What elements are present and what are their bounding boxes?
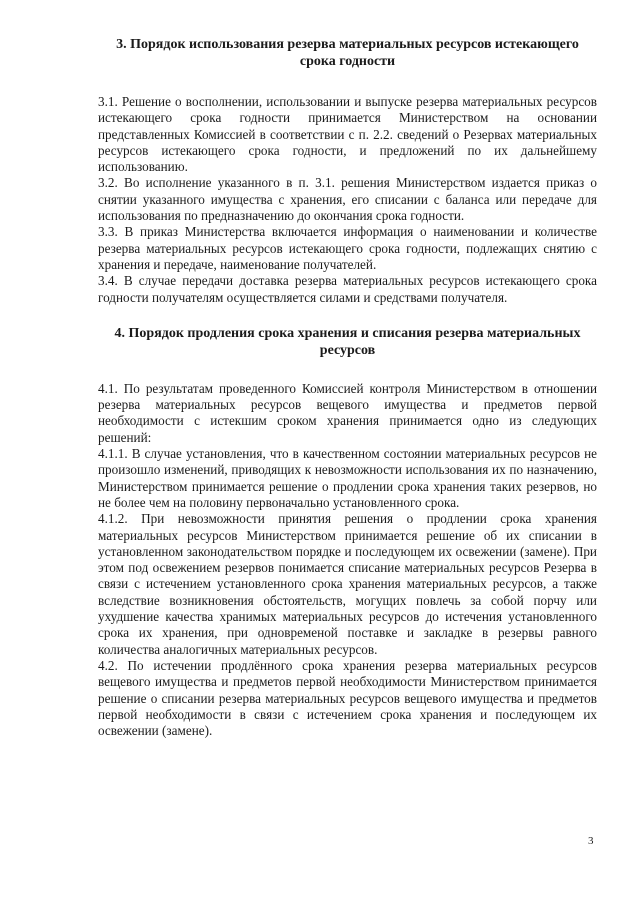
paragraph-3-2: 3.2. Во исполнение указанного в п. 3.1. решения Министерством издается приказ о снятии указанного имущества с хранения, его списании с баланса или передаче для использования по предназначению до окончания срока годности. bbox=[98, 175, 597, 224]
section-3-heading: 3. Порядок использования резерва материальных ресурсов истекающего срока годности bbox=[116, 37, 579, 69]
page-content bbox=[98, 36, 597, 739]
paragraph-4-2: 4.2. По истечении продлённого срока хранения резерва материальных ресурсов вещевого имущества и предметов первой необходимости Министерством принимается решение о списании резерва материальных ресурсов вещевого имущества и предметов первой необходимости в связи с истечением срока хранения и последующем их освежении (замене). bbox=[98, 657, 597, 739]
paragraph-4-1-2: 4.1.2. При невозможности принятия решения о продлении срока хранения материальных ресурсов Министерством принимается решение об их списании в установленном законодательством порядке и последующем их освежении (замене). При этом под освежением резервов понимается списание материальных ресурсов Резерва в связи с истечением установленного срока хранения материальных ресурсов, а также вследствие возникновения обстоятельств, могущих повлечь за собой порчу или ухудшение качества хранимых материальных ресурсов до истечения установленного срока их хранения, при одновременой поставке и закладке в резервы равного количества аналогичных материальных ресурсов. bbox=[98, 511, 597, 657]
section-4-heading: 4. Порядок продления срока хранения и списания резерва материальных ресурсов bbox=[114, 325, 581, 358]
paragraph-3-1: 3.1. Решение о восполнении, использовании и выпуске резерва материальных ресурсов истекающего срока годности принимается Министерством на основании представленных Комиссией в соответствии с п. 2.2. сведений о Резервах материальных ресурсов истекающего срока годности, и предложений по их дальнейшему использованию. bbox=[98, 94, 597, 175]
paragraph-4-1: 4.1. По результатам проведенного Комиссией контроля Министерством в отношении резерва материальных ресурсов вещевого имущества и предметов первой необходимости с истекшим сроком хранения принимается одно из следующих решений: bbox=[98, 380, 597, 445]
paragraph-3-4: 3.4. В случае передачи доставка резерва материальных ресурсов истекающего срока годности получателям осуществляется силами и средствами получателя. bbox=[98, 273, 597, 305]
paragraph-4-1-1: 4.1.1. В случае установления, что в качественном состоянии материальных ресурсов не произошло изменений, приводящих к невозможности использования их по назначению, Министерством принимается решение о продлении срока хранения таких резервов, но не более чем на половину первоначально установленного срока. bbox=[98, 446, 597, 510]
paragraph-3-3: 3.3. В приказ Министерства включается информация о наименовании и количестве резерва материальных ресурсов истекающего срока годности, подлежащих снятию с хранения и передаче, наименование получателей. bbox=[98, 224, 597, 272]
page-number: 3 bbox=[588, 835, 594, 847]
